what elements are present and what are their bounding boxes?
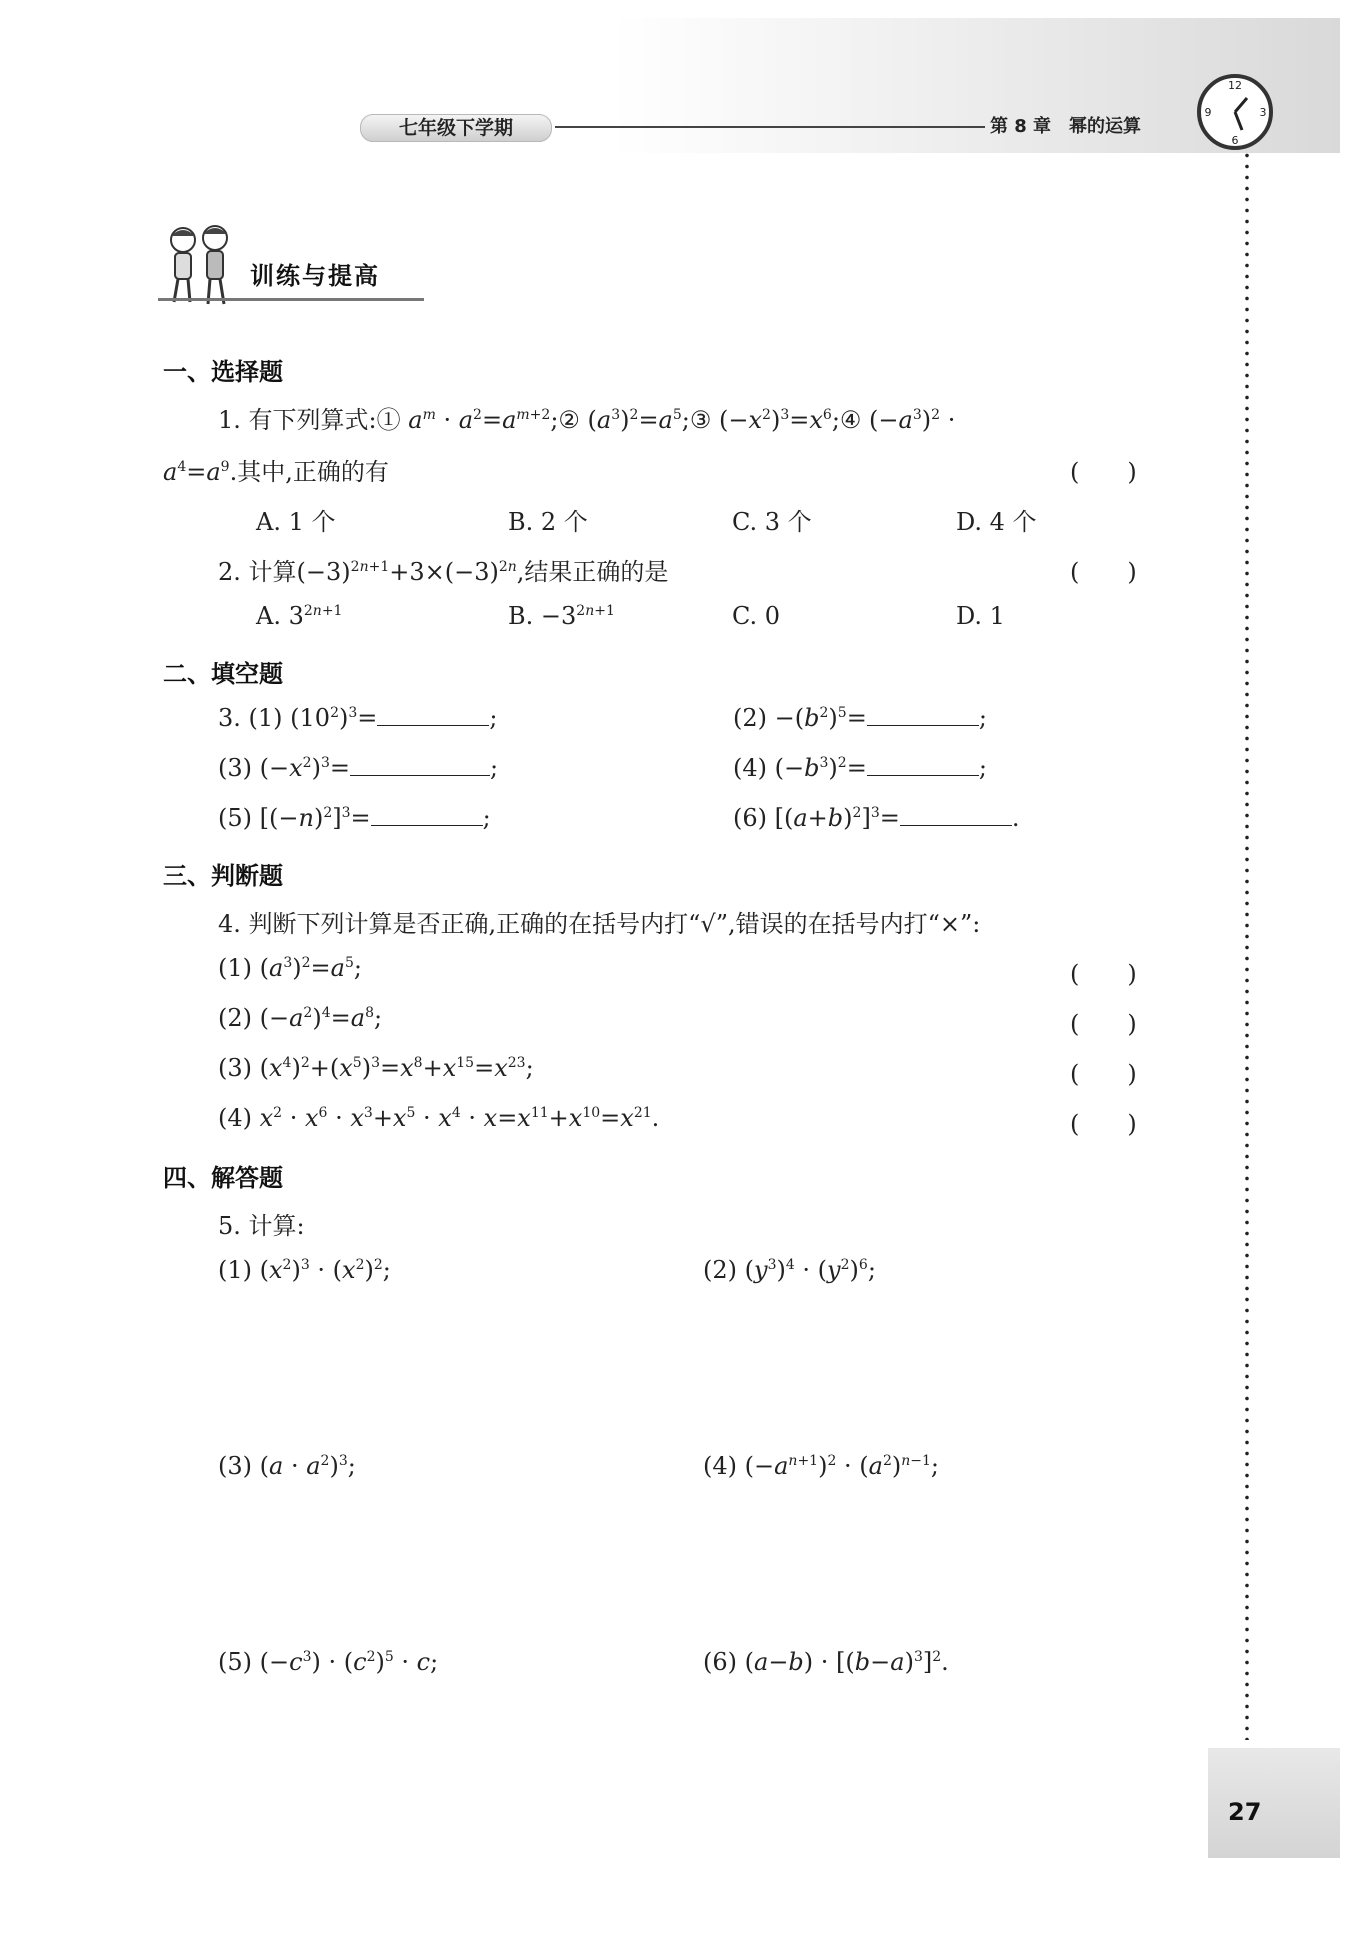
svg-text:6: 6 — [1231, 134, 1239, 147]
section-underline — [158, 298, 424, 301]
q2-option-c: C. 0 — [732, 602, 781, 630]
svg-text:9: 9 — [1204, 106, 1212, 119]
judge-paren-1[interactable]: ( ) — [1070, 960, 1137, 988]
answer-blank[interactable] — [377, 705, 489, 726]
fill-item-1: 3. (1) $(10^2)^3=$ ; — [218, 704, 498, 732]
q2-answer-paren[interactable]: ( ) — [1070, 558, 1137, 586]
answer-blank[interactable] — [900, 805, 1012, 826]
q1-line2: $a^4=a^9$.其中,正确的有 — [163, 458, 389, 486]
calc-item-2: (2) $(y^3)^4 \cdot (y^2)^6$; — [703, 1256, 876, 1284]
section-title: 训练与提高 — [250, 262, 380, 290]
fill-item-3: (3) $(-x^2)^3=$ ; — [218, 754, 499, 782]
part2-heading: 二、填空题 — [163, 660, 283, 688]
svg-text:3: 3 — [1259, 106, 1267, 119]
dotted-margin — [1245, 150, 1249, 1740]
q4-stem: 4. 判断下列计算是否正确,正确的在括号内打“√”,错误的在括号内打“×”: — [218, 910, 981, 938]
fill-item-6: (6) $[(a+b)^2]^3=$ . — [733, 804, 1020, 832]
part1-heading: 一、选择题 — [163, 358, 283, 386]
page-number: 27 — [1228, 1798, 1262, 1826]
fill-item-2: $(2) -(b^2)^5=$ ; — [733, 704, 987, 732]
q1-line1: 1. 有下列算式:① $a^m$ · $a^2=a^{m+2};②$ $(a^3)^2=a^5;③$ $(-x^2)^3=x^6;④$ $(-a^3)^2$ · — [218, 406, 956, 434]
calc-item-3: (3) $(a \cdot a^2)^3$; — [218, 1452, 356, 1480]
part4-heading: 四、解答题 — [163, 1164, 283, 1192]
judge-paren-4[interactable]: ( ) — [1070, 1110, 1137, 1138]
clock-icon — [1195, 72, 1275, 152]
judge-item-2: (2) $(-a^2)^4=a^8$; — [218, 1004, 383, 1032]
children-illustration — [158, 222, 238, 310]
q2-option-d: D. 1 — [956, 602, 1005, 630]
calc-item-6: (6) $(a-b) \cdot [(b-a)^3]^2$. — [703, 1648, 949, 1676]
svg-text:12: 12 — [1228, 79, 1242, 92]
answer-blank[interactable] — [350, 755, 490, 776]
judge-item-3: (3) $(x^4)^2+(x^5)^3=x^8+x^{15}=x^{23}$; — [218, 1054, 534, 1082]
answer-blank[interactable] — [371, 805, 483, 826]
calc-item-4: (4) $(-a^{n+1})^2 \cdot (a^2)^{n-1}$; — [703, 1452, 940, 1480]
fill-item-4: (4) $(-b^3)^2=$ ; — [733, 754, 987, 782]
q2-stem: 2. 计算$(-3)^{2n+1}+3\times(-3)^{2n}$,结果正确的是 — [218, 558, 669, 586]
chapter-title: 第 8 章 幂的运算 — [990, 116, 1142, 137]
q1-option-c: C. 3 个 — [732, 508, 812, 536]
grade-label: 七年级下学期 — [360, 114, 552, 142]
judge-paren-3[interactable]: ( ) — [1070, 1060, 1137, 1088]
q1-option-a: A. 1 个 — [256, 508, 336, 536]
part3-heading: 三、判断题 — [163, 862, 283, 890]
q5-stem: 5. 计算: — [218, 1212, 305, 1240]
calc-item-1: (1) $(x^2)^3 \cdot (x^2)^2$; — [218, 1256, 391, 1284]
header-rule — [555, 126, 985, 128]
q1-answer-paren[interactable]: ( ) — [1070, 458, 1137, 486]
q2-option-b: B. $-3^{2n+1}$ — [508, 602, 615, 630]
answer-blank[interactable] — [867, 755, 979, 776]
q2-option-a: A. $3^{2n+1}$ — [256, 602, 343, 630]
answer-blank[interactable] — [867, 705, 979, 726]
judge-item-1: (1) $(a^3)^2=a^5$; — [218, 954, 362, 982]
q1-option-b: B. 2 个 — [508, 508, 588, 536]
fill-item-5: (5) $[(-n)^2]^3=$ ; — [218, 804, 491, 832]
q1-option-d: D. 4 个 — [956, 508, 1037, 536]
judge-item-4: (4) $x^2 \cdot x^6 \cdot x^3+x^5 \cdot x^4 \cdot x=x^{11}+x^{10}=x^{21}$. — [218, 1104, 660, 1132]
judge-paren-2[interactable]: ( ) — [1070, 1010, 1137, 1038]
header-band — [18, 18, 1340, 153]
calc-item-5: (5) $(-c^3) \cdot (c^2)^5 \cdot c$; — [218, 1648, 439, 1676]
